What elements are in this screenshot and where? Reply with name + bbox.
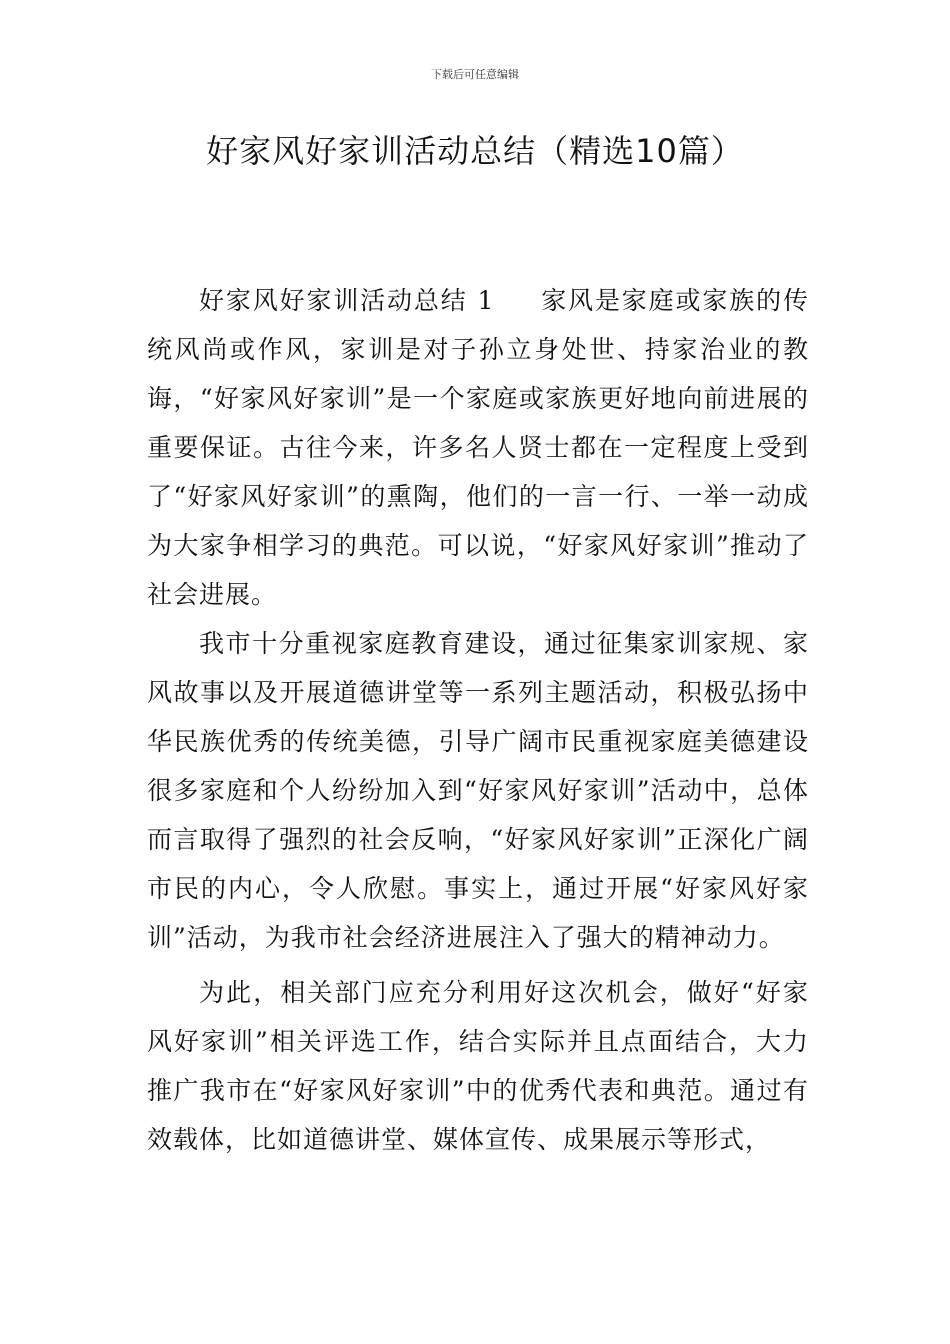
document-body [147,276,809,1164]
paragraph-1 [147,276,809,619]
header-note: 下载后可任意编辑 [431,68,519,81]
paragraph-2: 我市十分重视家庭教育建设，通过征集家训家规、家风故事以及开展道德讲堂等一系列主题活动，积极弘扬中华民族优秀的传统美德，引导广阔市民重视家庭美德建设很多家庭和个人纷纷加入到“好家风好家训”活动中，总体而言取得了强烈的社会反响，“好家风好家训”正深化广阔市民的内心，令人欣慰。事实上，通过开展“好家风好家训”活动，为我市社会经济进展注入了强大的精神动力。 [147,629,809,952]
paragraph-1-text: 家风是家庭或家族的传统风尚或作风，家训是对子孙立身处世、持家治业的教诲，“好家风好家训”是一个家庭或家族更好地向前进展的重要保证。古往今来，许多名人贤士都在一定程度上受到了“好家风好家训”的熏陶，他们的一言一行、一举一动成为大家争相学习的典范。可以说，“好家风好家训”推动了社会进展。 [147,286,809,609]
section-heading: 好家风好家训活动总结 1 [199,286,495,315]
paragraph-3: 为此，相关部门应充分利用好这次机会，做好“好家风好家训”相关评选工作，结合实际并且点面结合，大力推广我市在“好家风好家训”中的优秀代表和典范。通过有效载体，比如道德讲堂、媒体宣传、成果展示等形式， [147,978,809,1154]
document-title: 好家风好家训活动总结（精选10篇） [206,132,744,170]
